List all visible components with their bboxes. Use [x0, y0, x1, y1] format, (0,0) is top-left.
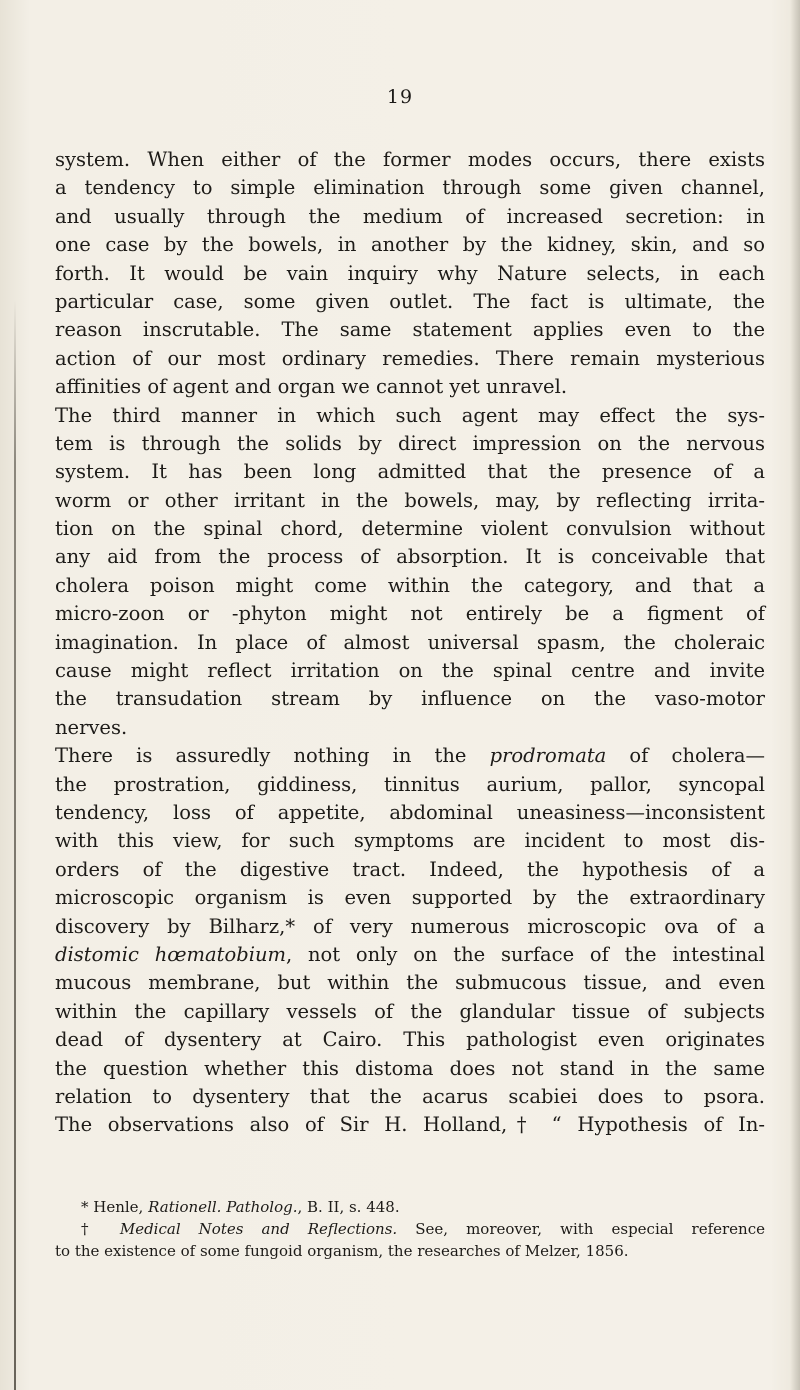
text-line: particular case, some given outlet. The fact is ultimate, the	[55, 289, 765, 313]
text-line: The observations also of Sir H. Holland,† “ Hypothesis of In-	[55, 1113, 765, 1137]
text-line: the prostration, giddiness, tinnitus aurium, pallor, syncopal	[55, 772, 765, 796]
page-edge-shadow	[14, 300, 16, 1390]
text-line: cholera poison might come within the category, and that a	[55, 573, 765, 597]
text-line: orders of the digestive tract. Indeed, the hypothesis of a	[55, 857, 765, 881]
text-line: one case by the bowels, in another by the kidney, skin, and so	[55, 233, 765, 257]
text-line: microscopic organism is even supported by the extraordinary	[55, 886, 765, 910]
text-line: discovery by Bilharz,* of very numerous microscopic ova of a	[55, 914, 765, 938]
text-line: system. When either of the former modes occurs, there exists	[55, 148, 765, 171]
text-line: distomic hœmatobium, not only on the surface of the intestinal	[55, 942, 765, 966]
text-line: mucous membrane, but within the submucous tissue, and even	[55, 971, 765, 995]
text-line: imagination. In place of almost universal spasm, the choleraic	[55, 630, 765, 654]
text-line: action of our most ordinary remedies. There remain mysterious	[55, 346, 765, 370]
text-line: micro-zoon or -phyton might not entirely be a figment of	[55, 602, 765, 626]
text-line: There is assuredly nothing in the prodromata of cholera—	[55, 744, 765, 768]
text-line: tion on the spinal chord, determine violent convulsion without	[55, 517, 765, 541]
text-line: tem is through the solids by direct impression on the nervous	[55, 431, 765, 455]
text-line: any aid from the process of absorption. It is conceivable that	[55, 545, 765, 569]
footnotes	[55, 1196, 765, 1262]
text-line: the question whether this distoma does not stand in the same	[55, 1056, 765, 1080]
page-number: 19	[386, 86, 414, 108]
text-line: worm or other irritant in the bowels, may, by reflecting irrita-	[55, 488, 765, 512]
text-line: with this view, for such symptoms are incident to most dis-	[55, 829, 765, 853]
text-line: the transudation stream by influence on the vaso-motor	[55, 687, 765, 711]
text-line: tendency, loss of appetite, abdominal uneasiness—inconsistent	[55, 800, 765, 824]
text-line: system. It has been long admitted that the presence of a	[55, 460, 765, 484]
text-line: reason inscrutable. The same statement applies even to the	[55, 318, 765, 342]
text-line: cause might reflect irritation on the spinal centre and invite	[55, 659, 765, 683]
body-text	[55, 146, 765, 1140]
text-line: and usually through the medium of increased secretion: in	[55, 204, 765, 228]
text-line: forth. It would be vain inquiry why Nature selects, in each	[55, 261, 765, 285]
text-line: a tendency to simple elimination through some given channel,	[55, 176, 765, 200]
footnote-holland: † Medical Notes and Reflections. See, moreover, with especial reference	[81, 1220, 765, 1238]
text-line: The third manner in which such agent may effect the sys-	[55, 403, 765, 427]
text-line: nerves.	[55, 715, 128, 739]
text-line: within the capillary vessels of the glandular tissue of subjects	[55, 999, 765, 1023]
text-line: dead of dysentery at Cairo. This pathologist even originates	[55, 1028, 765, 1052]
footnote-henle: * Henle, Rationell. Patholog., B. II, s. 448.	[81, 1198, 400, 1216]
text-line: relation to dysentery that the acarus scabiei does to psora.	[55, 1084, 765, 1108]
footnote-holland-continued: to the existence of some fungoid organism, the researches of Melzer, 1856.	[55, 1242, 629, 1260]
text-line: affinities of agent and organ we cannot yet unravel.	[55, 375, 568, 399]
page-right-edge	[790, 0, 800, 1390]
